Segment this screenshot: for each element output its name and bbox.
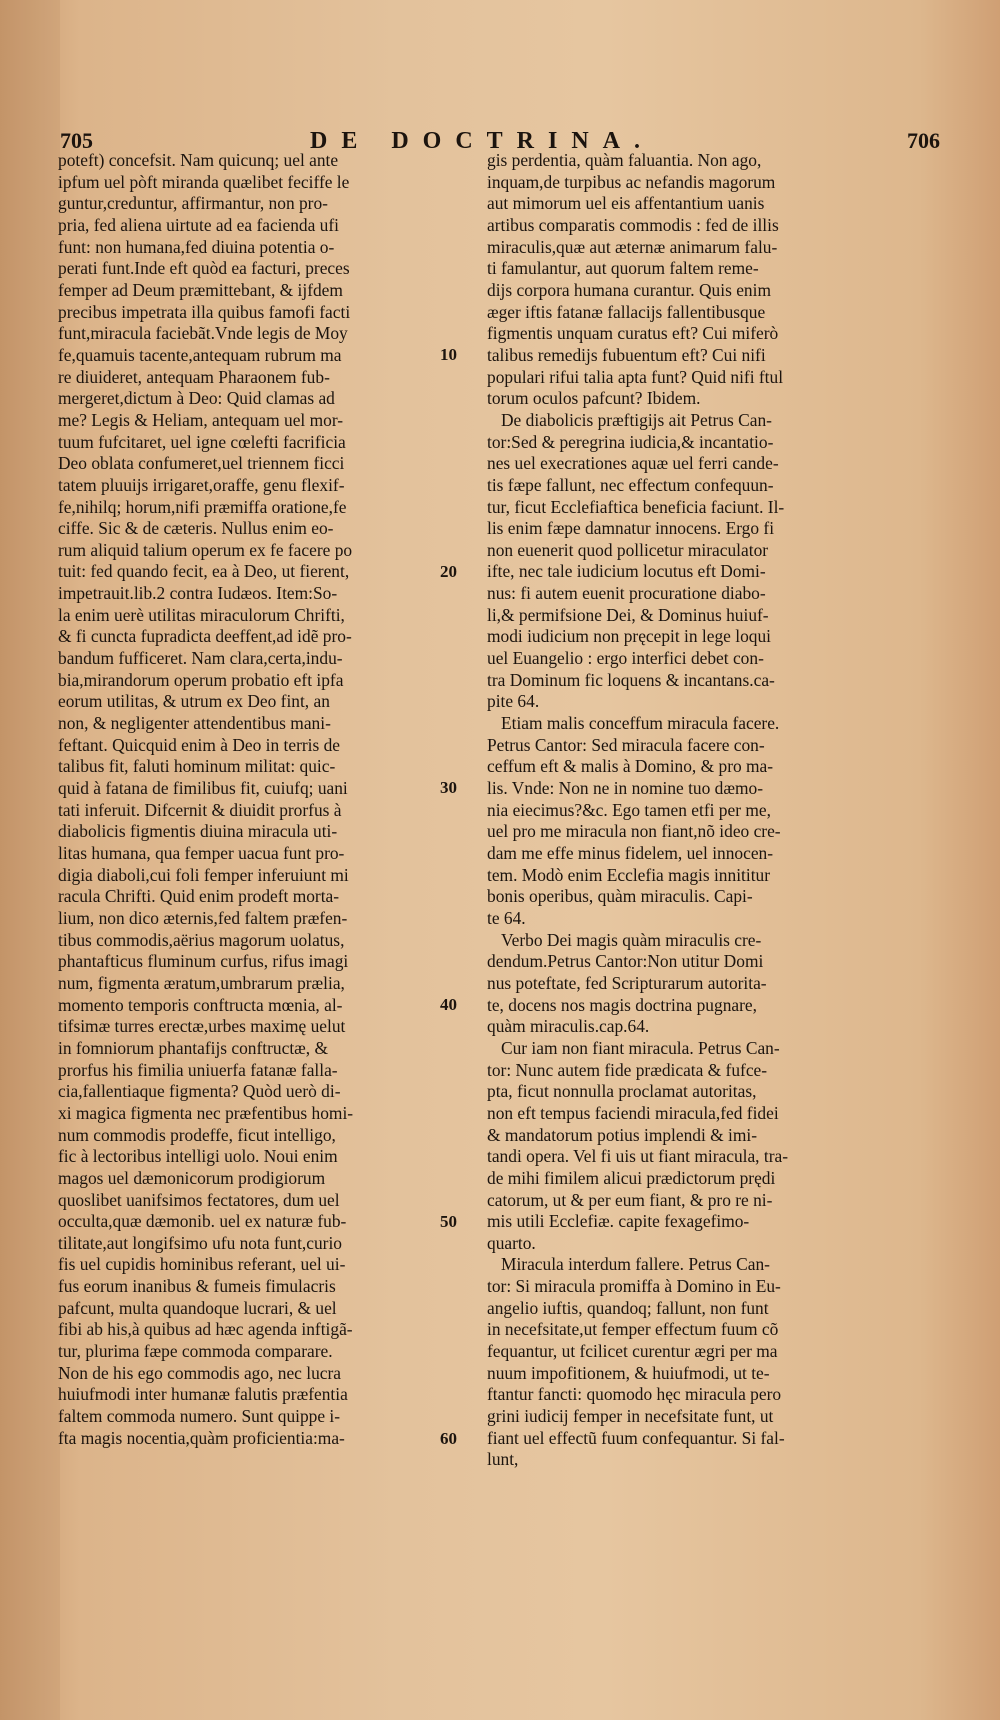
- text-line: racula Chrifti. Quid enim prodeft morta-: [58, 886, 340, 907]
- text-line: lunt,: [487, 1449, 519, 1470]
- text-line: De diabolicis præftigijs ait Petrus Can-: [501, 409, 772, 430]
- text-line: talibus fit, faluti hominum militat: quic-: [58, 756, 336, 777]
- text-line: pite 64.: [487, 691, 540, 712]
- text-line: tatem pluuijs irrigaret,oraffe, genu flexif-: [58, 474, 345, 495]
- text-line: tilitate,aut longifsimo ufu nota funt,curio: [58, 1232, 342, 1253]
- text-line: angelio iuftis, quandoq; fallunt, non funt: [487, 1297, 769, 1318]
- margin-line-number: 50: [440, 1211, 457, 1231]
- text-line: talibus remedijs fubuentum eft? Cui nifi: [487, 344, 766, 365]
- text-line: litas humana, qua femper uacua funt pro-: [58, 843, 345, 863]
- page-edge-shadow: [0, 0, 60, 1720]
- text-line: magos uel dæmonicorum prodigiorum: [58, 1167, 326, 1188]
- text-line: fe,nihilq; horum,nifi præmiffa oratione,fe: [58, 496, 347, 517]
- text-line: lium, non dico æternis,fed faltem præfen-: [58, 907, 348, 928]
- text-line: non, & negligenter attendentibus mani-: [58, 713, 331, 734]
- text-line: te 64.: [487, 907, 526, 928]
- text-line: Cur iam non fiant miracula. Petrus Can-: [501, 1037, 780, 1058]
- text-line: in fomniorum phantafijs conftructæ, &: [58, 1037, 328, 1058]
- text-line: perati funt.Inde eft quòd ea facturi, preces: [58, 258, 350, 279]
- text-line: fis uel cupidis hominibus referant, uel ui-: [58, 1254, 346, 1275]
- text-line: ftantur fancti: quomodo hęc miracula pero: [487, 1384, 782, 1405]
- text-line: de mihi fimilem alicui prædictorum prędi: [487, 1167, 776, 1188]
- text-line: ipfum uel pòft miranda quælibet feciffe le: [58, 171, 350, 192]
- margin-line-number: 30: [440, 778, 457, 798]
- page-number-left: 705: [60, 128, 93, 153]
- text-line: non eft tempus faciendi miracula,fed fidei: [487, 1102, 779, 1123]
- text-line: bia,mirandorum operum probatio eft ipfa: [58, 669, 344, 690]
- text-line: inquam,de turpibus ac nefandis magorum: [487, 171, 776, 192]
- text-line: fe,quamuis tacente,antequam rubrum ma: [58, 344, 342, 365]
- text-line: eorum utilitas, & utrum ex Deo fint, an: [58, 691, 330, 712]
- text-line: rum aliquid talium operum ex fe facere po: [58, 539, 353, 560]
- text-line: tra Dominum fic loquens & incantans.ca-: [487, 669, 775, 690]
- text-line: nus poteftate, fed Scripturarum autorita-: [487, 972, 767, 993]
- page-number-right: 706: [907, 128, 940, 153]
- text-line: digia diaboli,cui foli femper inferuiunt mi: [58, 864, 349, 885]
- text-line: Non de his ego commodis ago, nec lucra: [58, 1362, 342, 1383]
- text-line: Miracula interdum fallere. Petrus Can-: [501, 1254, 770, 1275]
- text-line: fus eorum inanibus & fumeis fimulacris: [58, 1276, 336, 1297]
- text-line: quàm miraculis.cap.64.: [487, 1016, 650, 1037]
- text-line: fequantur, ut fcilicet curentur ægri per ma: [487, 1341, 778, 1362]
- text-line: uel Euangelio : ergo interfici debet con-: [487, 648, 764, 669]
- right-text-column: [487, 150, 929, 1471]
- text-line: fic à lectoribus intelligi uolo. Noui enim: [58, 1146, 338, 1167]
- text-line: æger iftis fatanæ fallacijs fallentibusque: [487, 301, 766, 322]
- text-line: me? Legis & Heliam, antequam uel mor-: [58, 409, 344, 430]
- text-line: tibus commodis,aërius magorum uolatus,: [58, 929, 345, 950]
- text-line: fiant uel effectũ fuum confequantur. Si fal-: [487, 1427, 785, 1448]
- text-line: ti famulantur, aut quorum faltem reme-: [487, 258, 759, 279]
- text-line: precibus impetrata illa quibus famofi facti: [58, 301, 351, 322]
- text-line: figmentis unquam curatus eft? Cui miferò: [487, 323, 779, 344]
- text-line: ciffe. Sic & de cæteris. Nullus enim eo-: [58, 518, 334, 539]
- text-line: poteft) concefsit. Nam quicunq; uel ante: [58, 150, 339, 170]
- text-line: fta magis nocentia,quàm proficientia:ma-: [58, 1427, 345, 1448]
- text-line: la enim uerè utilitas miraculorum Chrifti,: [58, 604, 345, 625]
- text-line: tifsimæ turres erectæ,urbes maximę uelut: [58, 1016, 346, 1037]
- text-line: lis. Vnde: Non ne in nomine tuo dæmo-: [487, 778, 763, 799]
- text-line: tuum fufcitaret, uel igne cœlefti facrificia: [58, 431, 346, 452]
- text-line: bonis operibus, quàm miraculis. Capi-: [487, 886, 753, 907]
- text-line: ceffum eft & malis à Domino, & pro ma-: [487, 756, 774, 777]
- text-line: dam me effe minus fidelem, uel innocen-: [487, 843, 774, 863]
- margin-line-number: 10: [440, 345, 457, 365]
- text-line: tor:Sed & peregrina iudicia,& incantatio-: [487, 431, 774, 452]
- text-line: Petrus Cantor: Sed miracula facere con-: [487, 734, 765, 755]
- text-line: catorum, ut & per eum fiant, & pro re ni-: [487, 1189, 773, 1210]
- text-line: pafcunt, multa quandoque lucrari, & uel: [58, 1297, 337, 1318]
- text-line: Verbo Dei magis quàm miraculis cre-: [501, 929, 762, 950]
- text-line: gis perdentia, quàm faluantia. Non ago,: [487, 150, 762, 170]
- text-line: populari rifui talia apta funt? Quid nifi ftul: [487, 366, 784, 387]
- text-line: tuit: fed quando fecit, ea à Deo, ut fierent,: [58, 561, 350, 582]
- text-line: bandum fufficeret. Nam clara,certa,indu-: [58, 648, 343, 669]
- text-line: faltem commoda numero. Sunt quippe i-: [58, 1406, 341, 1427]
- text-line: torum oculos pafcunt? Ibidem.: [487, 388, 701, 409]
- text-line: femper ad Deum præmittebant, & ijfdem: [58, 279, 343, 300]
- text-line: nia eiecimus?&c. Ego tamen etfi per me,: [487, 799, 771, 820]
- text-line: te, docens nos magis doctrina pugnare,: [487, 994, 757, 1015]
- text-line: quoslibet uanifsimos fectatores, dum uel: [58, 1189, 340, 1210]
- text-line: Deo oblata confumeret,uel triennem ficci: [58, 453, 345, 474]
- text-line: tandi opera. Vel fi uis ut fiant miracula, tra-: [487, 1146, 789, 1167]
- text-line: occulta,quæ dæmonib. uel ex naturæ fub-: [58, 1211, 347, 1232]
- text-line: cia,fallentiaque figmenta? Quòd uerò di-: [58, 1081, 341, 1102]
- text-line: nus: fi autem euenit procuratione diabo-: [487, 583, 766, 604]
- text-line: re diuideret, antequam Pharaonem fub-: [58, 366, 330, 387]
- text-line: fibi ab his,à quibus ad hæc agenda inftigã-: [58, 1319, 353, 1340]
- text-line: nuum impofitionem, & huiufmodi, ut te-: [487, 1362, 770, 1383]
- text-line: num, figmenta æratum,umbrarum prælia,: [58, 972, 345, 993]
- text-line: feftant. Quicquid enim à Deo in terris de: [58, 734, 341, 755]
- text-line: & mandatorum potius implendi & imi-: [487, 1124, 758, 1145]
- text-line: in necefsitate,ut femper effectum fuum cõ: [487, 1319, 779, 1340]
- text-line: tis fæpe fallunt, nec effectum confequun-: [487, 474, 774, 495]
- text-line: tati inferuit. Difcernit & diuidit prorfus à: [58, 799, 342, 820]
- text-line: uel pro me miracula non fiant,nõ ideo cre-: [487, 821, 781, 842]
- text-line: impetrauit.lib.2 contra Iudæos. Item:So-: [58, 583, 338, 604]
- text-line: pria, fed aliena uirtute ad ea facienda ufi: [58, 214, 339, 235]
- text-line: pta, ficut nonnulla proclamat autoritas,: [487, 1081, 757, 1102]
- text-line: dijs corpora humana curantur. Quis enim: [487, 279, 771, 300]
- text-line: funt,miracula faciebãt.Vnde legis de Moy: [58, 323, 348, 344]
- text-line: Etiam malis conceffum miracula facere.: [501, 713, 780, 734]
- text-line: huiufmodi inter humanæ falutis præfentia: [58, 1384, 348, 1405]
- text-line: li,& permifsione Dei, & Dominus huiuf-: [487, 604, 769, 625]
- text-line: quarto.: [487, 1232, 536, 1253]
- text-line: lis enim fæpe damnatur innocens. Ergo fi: [487, 518, 775, 539]
- text-line: miraculis,quæ aut æternæ animarum falu-: [487, 236, 778, 257]
- text-line: phantafticus fluminum curfus, rifus imagi: [58, 951, 349, 972]
- text-line: quid à fatana de fimilibus fit, cuiufq; uani: [58, 778, 348, 799]
- text-line: nes uel execrationes aquæ uel ferri cande-: [487, 453, 779, 474]
- text-line: tem. Modò enim Ecclefia magis innititur: [487, 864, 771, 885]
- text-line: tur, ficut Ecclefiaftica beneficia faciunt. Il-: [487, 496, 785, 517]
- margin-line-number: 40: [440, 995, 457, 1015]
- text-line: diabolicis figmentis diuina miracula uti-: [58, 821, 338, 842]
- text-line: grini iudicij femper in necefsitate funt, ut: [487, 1406, 774, 1427]
- text-line: mis utili Ecclefiæ. capite fexagefimo-: [487, 1211, 750, 1232]
- text-line: num commodis prodeffe, ficut intelligo,: [58, 1124, 336, 1145]
- text-line: momento temporis conftructa mœnia, al-: [58, 994, 343, 1015]
- text-line: modi iudicium non pręcepit in lege loqui: [487, 626, 771, 647]
- text-line: artibus comparatis commodis : fed de illis: [487, 214, 779, 235]
- text-line: prorfus his fimilia uniuerfa fatanæ falla-: [58, 1059, 338, 1080]
- text-line: tor: Nunc autem fide prædicata & fufce-: [487, 1059, 768, 1080]
- margin-line-number: 60: [440, 1428, 457, 1448]
- text-line: aut mimorum uel eis affentantium uanis: [487, 193, 765, 214]
- margin-line-number: 20: [440, 561, 457, 581]
- text-line: mergeret,dictum à Deo: Quid clamas ad: [58, 388, 335, 409]
- text-line: non euenerit quod pollicetur miraculator: [487, 539, 769, 560]
- text-line: xi magica figmenta nec præfentibus homi-: [58, 1102, 354, 1123]
- left-text-column: [58, 150, 458, 1449]
- text-line: guntur,creduntur, affirmantur, non pro-: [58, 193, 328, 214]
- text-line: & fi cuncta fupradicta deeffent,ad idẽ pro-: [58, 626, 352, 647]
- text-line: funt: non humana,fed diuina potentia o-: [58, 236, 335, 257]
- running-title: DE DOCTRINA.: [310, 128, 655, 154]
- text-line: tur, plurima fæpe commoda comparare.: [58, 1341, 333, 1362]
- text-line: ifte, nec tale iudicium locutus eft Domi-: [487, 561, 766, 582]
- text-line: tor: Si miracula promiffa à Domino in Eu-: [487, 1276, 781, 1297]
- text-line: dendum.Petrus Cantor:Non utitur Domi: [487, 951, 764, 972]
